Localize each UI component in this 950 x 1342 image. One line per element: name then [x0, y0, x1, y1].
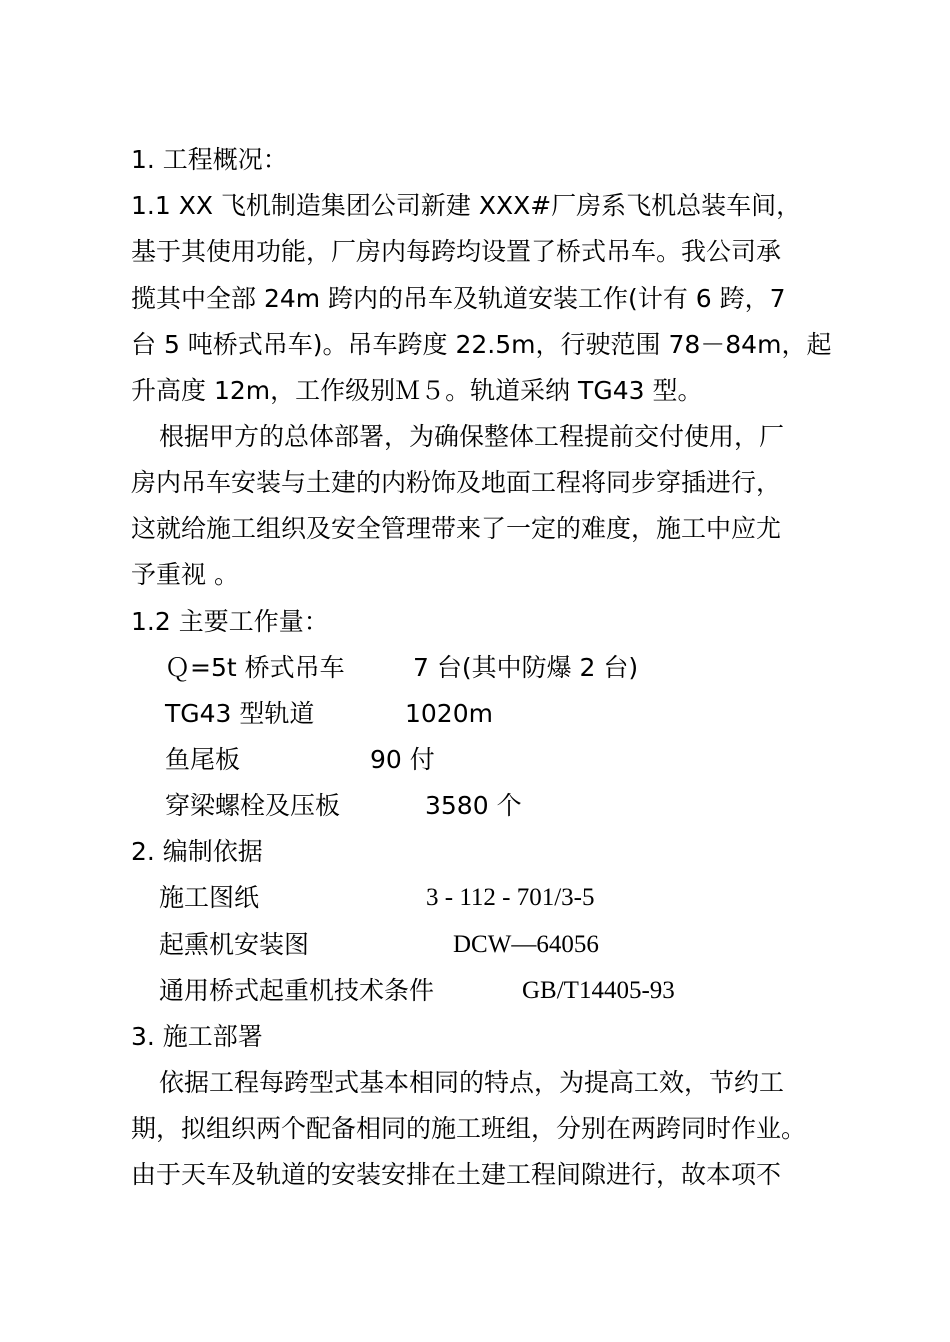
reference-name: 通用桥式起重机技术条件	[159, 976, 435, 1005]
reference-code: 3 - 112 - 701/3-5	[426, 884, 595, 911]
workload-qty: 3580 个	[425, 791, 522, 820]
workload-qty: 7 台(其中防爆 2 台)	[413, 653, 639, 682]
para-1-line-3: 揽其中全部 24m 跨内的吊车及轨道安装工作(计有 6 跨，7	[131, 284, 786, 313]
para-1-line-5: 升高度 12m，工作级别Ｍ５。轨道采纳 TG43 型。	[131, 376, 703, 405]
workload-qty: 90 付	[370, 745, 435, 774]
workload-qty: 1020m	[405, 699, 493, 728]
workload-row	[165, 783, 765, 829]
workload-row	[165, 691, 765, 737]
reference-name: 起熏机安装图	[159, 930, 310, 959]
para-1-line-4: 台 5 吨桥式吊车)。吊车跨度 22.5m，行驶范围 78－84m，起	[131, 330, 832, 359]
workload-item: Ｑ=5t 桥式吊车	[165, 653, 345, 682]
section-1-heading: 1. 工程概况：	[131, 145, 288, 174]
workload-row	[165, 645, 765, 691]
reference-code: DCW—64056	[453, 931, 599, 958]
para-3-line-2: 期，拟组织两个配备相同的施工班组，分别在两跨同时作业。	[131, 1114, 807, 1143]
sub-heading-workload: 1.2 主要工作量：	[131, 607, 329, 636]
para-2-line-4: 予重视 。	[131, 560, 239, 589]
reference-row	[159, 875, 759, 921]
reference-code: GB/T14405-93	[522, 977, 675, 1004]
para-1-line-2: 基于其使用功能，厂房内每跨均设置了桥式吊车。我公司承	[131, 237, 782, 266]
reference-row	[159, 968, 779, 1014]
reference-name: 施工图纸	[159, 883, 260, 912]
workload-item: 鱼尾板	[165, 745, 241, 774]
workload-item: 穿梁螺栓及压板	[165, 791, 341, 820]
para-1-line-1: 1.1 XX 飞机制造集团公司新建 XXX#厂房系飞机总装车间，	[131, 191, 802, 220]
para-2-line-3: 这就给施工组织及安全管理带来了一定的难度，施工中应尤	[131, 514, 782, 543]
workload-item: TG43 型轨道	[165, 699, 315, 728]
section-2-heading: 2. 编制依据	[131, 837, 263, 866]
para-2-line-1: 根据甲方的总体部署，为确保整体工程提前交付使用，厂	[159, 422, 785, 451]
reference-row	[159, 922, 759, 968]
para-3-line-1: 依据工程每跨型式基本相同的特点，为提高工效，节约工	[159, 1068, 785, 1097]
para-3-line-3: 由于天车及轨道的安装安排在土建工程间隙进行，故本项不	[131, 1160, 782, 1189]
workload-row	[165, 737, 765, 783]
section-3-heading: 3. 施工部署	[131, 1022, 263, 1051]
para-2-line-2: 房内吊车安装与土建的内粉饰及地面工程将同步穿插进行，	[131, 468, 782, 497]
